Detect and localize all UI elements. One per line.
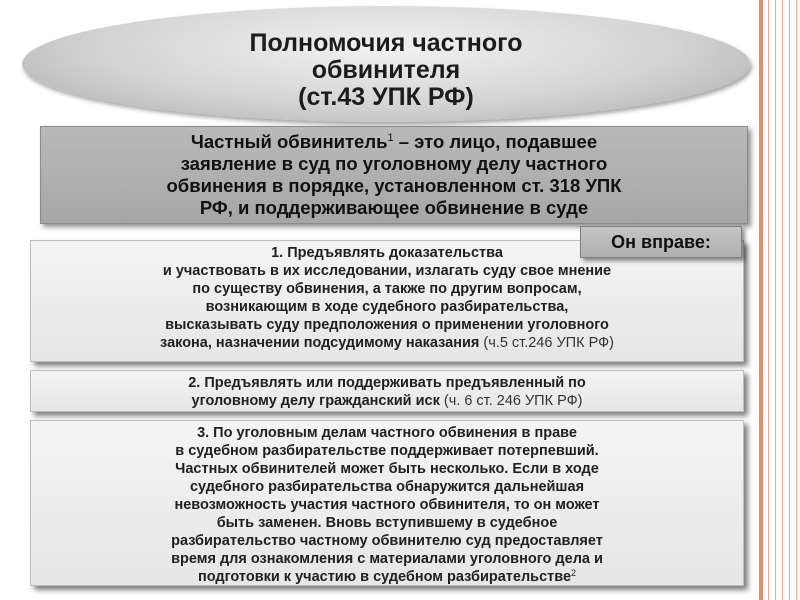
rights-item-3-line: невозможность участия частного обвинителя, то он может: [174, 497, 600, 513]
definition-box: [40, 126, 748, 224]
rights-item-3-line: 3. По уголовным делам частного обвинения в праве: [197, 425, 577, 441]
definition-line-1: [47, 131, 741, 153]
rights-item-2-line: 2. Предъявлять или поддерживать предъявленный по: [188, 375, 586, 391]
rights-item-1-line: возникающим в ходе судебного разбирательства,: [205, 299, 569, 315]
rights-item-2: [30, 370, 744, 412]
rights-item-3-line: разбирательство частному обвинителю суд предоставляет: [171, 533, 603, 549]
title-line-3: (ст.43 УПК РФ): [298, 83, 474, 111]
rights-item-3: [30, 420, 744, 586]
rights-item-1-last-text: закона, назначении подсудимому наказания: [160, 335, 480, 351]
rights-item-1-line: высказывать суду предположения о применении уголовного: [165, 317, 609, 333]
definition-line-4: РФ, и поддерживающее обвинение в суде: [199, 197, 589, 218]
law-reference: (ч. 6 ст. 246 УПК РФ): [443, 393, 583, 409]
rights-item-1-line: 1. Предъявлять доказательства: [271, 245, 503, 261]
slide-side-stripe: [759, 0, 763, 600]
title-line-2: обвинителя: [311, 56, 461, 84]
rights-item-3-line: судебного разбирательства обнаружится дальнейшая: [189, 479, 585, 495]
definition-term: Частный обвинитель: [190, 131, 388, 152]
rights-item-3-line: в судебном разбирательстве поддерживает потерпевший.: [175, 443, 599, 459]
footnote-marker: 2: [571, 568, 577, 578]
slide-title: [22, 30, 750, 111]
rights-item-3-text: [35, 424, 739, 586]
rights-item-1-last-line: [35, 334, 739, 352]
definition-line-1-rest: – это лицо, подавшее: [393, 131, 598, 152]
rights-item-2-last-line: [35, 392, 739, 410]
rights-item-3-line: Частных обвинителей может быть несколько. Если в ходе: [175, 461, 599, 477]
rights-item-2-text: [35, 374, 739, 410]
definition-line-3: обвинения в порядке, установленном ст. 318 УПК: [166, 175, 622, 196]
rights-item-1-line: и участвовать в их исследовании, излагать суду свое мнение: [162, 263, 612, 279]
rights-item-1-line: по существу обвинения, а также по другим вопросам,: [192, 281, 582, 297]
rights-item-3-last-line: [35, 568, 739, 586]
title-banner: [22, 6, 750, 122]
rights-tag: [580, 226, 742, 258]
rights-tag-label: Он вправе:: [611, 232, 711, 252]
definition-line-2: заявление в суд по уголовному делу частного: [180, 153, 608, 174]
definition-text: [47, 131, 741, 219]
rights-item-3-line: время для ознакомления с материалами уголовного дела и: [171, 551, 603, 567]
law-reference: (ч.5 ст.246 УПК РФ): [483, 335, 614, 351]
rights-item-3-line: быть заменен. Вновь вступившему в судебное: [216, 515, 558, 531]
rights-item-1-text: [35, 244, 739, 352]
title-line-1: Полномочия частного: [249, 29, 523, 57]
rights-item-1: [30, 240, 744, 362]
footnote-marker: 1: [387, 132, 394, 144]
rights-item-3-last-text: подготовки к участию в судебном разбирательстве: [197, 569, 572, 585]
rights-item-2-last-text: уголовному делу гражданский иск: [191, 393, 440, 409]
